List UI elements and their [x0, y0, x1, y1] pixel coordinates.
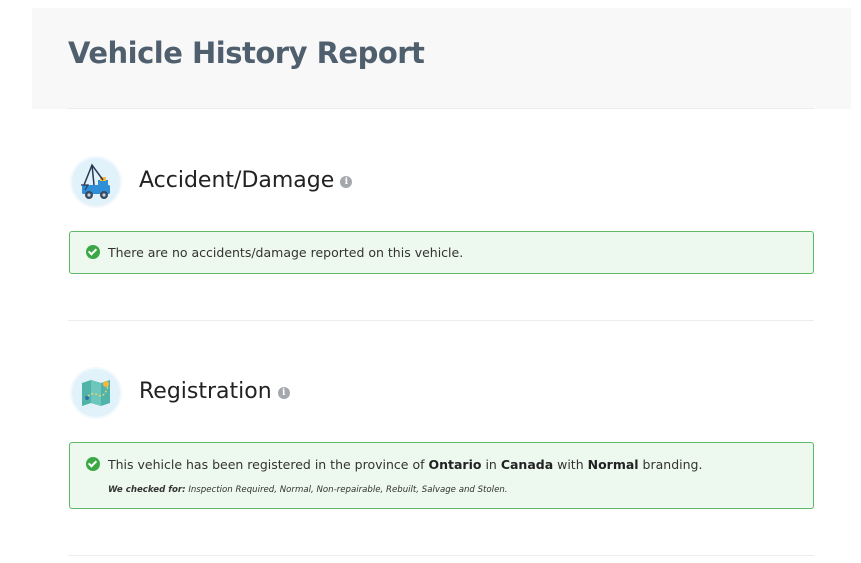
accident-result-box [69, 231, 814, 274]
section-divider [68, 555, 814, 556]
checked-for-items: Inspection Required, Normal, Non-repairable, Rebuilt, Salvage and Stolen. [185, 485, 508, 495]
province-value: Ontario [428, 457, 482, 472]
page-title: Vehicle History Report [68, 36, 425, 70]
header-divider [68, 108, 814, 109]
accident-result-text: There are no accidents/damage reported on this vehicle. [108, 245, 464, 260]
result-connector: in [481, 457, 501, 472]
checked-for-line [108, 485, 508, 495]
result-connector: with [553, 457, 588, 472]
result-prefix: This vehicle has been registered in the province of [108, 457, 429, 472]
accident-title-text: Accident/Damage [139, 168, 335, 193]
registration-section-title [139, 379, 290, 404]
section-divider [68, 320, 814, 321]
checked-for-label: We checked for: [108, 485, 186, 495]
check-circle-icon [86, 245, 100, 259]
registration-title-text: Registration [139, 379, 272, 404]
registration-result-text [108, 457, 702, 472]
map-icon [72, 369, 120, 417]
result-suffix: branding. [638, 457, 703, 472]
tow-truck-icon [72, 158, 120, 206]
check-circle-icon [86, 457, 100, 471]
country-value: Canada [500, 457, 554, 472]
accident-section-title [139, 168, 352, 193]
info-icon[interactable]: i [340, 176, 352, 188]
registration-result-box [69, 442, 814, 509]
info-icon[interactable]: i [278, 387, 290, 399]
branding-value: Normal [587, 457, 639, 472]
